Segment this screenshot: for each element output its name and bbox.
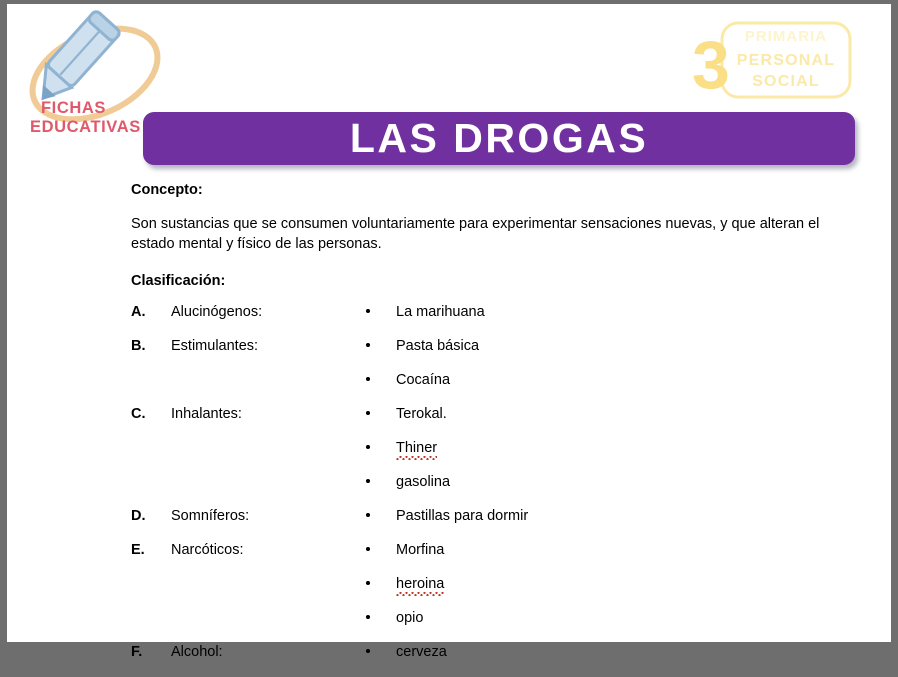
title-banner-container <box>143 112 855 170</box>
classification-row <box>131 507 873 541</box>
category-label: Alcohol: <box>171 643 223 660</box>
title-banner <box>143 112 855 165</box>
category-label: Estimulantes: <box>171 337 259 354</box>
classification-row <box>131 439 873 473</box>
pencil-icon <box>28 10 121 108</box>
bullet-icon <box>364 643 396 661</box>
badge-subject-line2: SOCIAL <box>752 73 820 90</box>
badge-subject-line1: PERSONAL <box>736 52 836 69</box>
drug-item: cerveza <box>396 643 447 660</box>
classification-row <box>131 371 873 405</box>
category-letter: F. <box>131 643 143 660</box>
bullet-icon <box>364 405 396 423</box>
drug-item: Morfina <box>396 541 445 558</box>
classification-row <box>131 643 873 677</box>
bullet-icon <box>364 439 396 457</box>
page-title: LAS DROGAS <box>349 114 649 161</box>
bullet-icon <box>364 507 396 525</box>
category-label: Somníferos: <box>171 507 250 524</box>
grade-subject-badge <box>690 18 855 104</box>
concepto-paragraph: Son sustancias que se consumen voluntariamente para experimentar sensaciones nuevas, y que alteran el estado mental y físico de las personas. <box>131 215 820 252</box>
header-band <box>7 4 891 136</box>
badge-primaria-label: PRIMARIA <box>744 28 828 45</box>
classification-row <box>131 405 873 439</box>
category-letter: B. <box>131 337 146 354</box>
bullet-icon <box>364 303 396 321</box>
category-label: Narcóticos: <box>171 541 244 558</box>
classification-row <box>131 609 873 643</box>
drug-item: opio <box>396 609 424 626</box>
bullet-icon <box>364 473 396 491</box>
category-letter: D. <box>131 507 146 524</box>
classification-row <box>131 575 873 609</box>
drug-item: gasolina <box>396 473 451 490</box>
drug-item: Pasta básica <box>396 337 480 354</box>
spellcheck-underline: Thiner <box>396 439 438 456</box>
drug-item: Cocaína <box>396 371 451 388</box>
classification-row <box>131 337 873 371</box>
classification-row <box>131 473 873 507</box>
clasificacion-heading: Clasificación: <box>131 272 226 289</box>
category-letter: E. <box>131 541 145 558</box>
bullet-icon <box>364 575 396 593</box>
drug-item <box>396 439 873 458</box>
concepto-heading: Concepto: <box>131 182 203 198</box>
page-sheet <box>7 4 891 660</box>
bullet-icon <box>364 541 396 559</box>
classification-row <box>131 541 873 575</box>
category-letter: C. <box>131 405 146 422</box>
spellcheck-underline: heroina <box>396 575 445 592</box>
drug-item: La marihuana <box>396 303 485 320</box>
category-label: Inhalantes: <box>171 405 242 422</box>
bullet-icon <box>364 371 396 389</box>
badge-grade-number: 3 <box>692 27 730 103</box>
document-body <box>7 174 891 677</box>
drug-item: Pastillas para dormir <box>396 507 529 524</box>
logo-text-line1: FICHAS <box>41 99 107 117</box>
classification-list <box>131 303 873 677</box>
drug-item: Terokal. <box>396 405 447 422</box>
category-letter: A. <box>131 303 146 320</box>
category-label: Alucinógenos: <box>171 303 263 320</box>
logo-text-line2: EDUCATIVAS <box>30 118 141 136</box>
classification-row <box>131 303 873 337</box>
drug-item <box>396 575 873 594</box>
bullet-icon <box>364 609 396 627</box>
bullet-icon <box>364 337 396 355</box>
